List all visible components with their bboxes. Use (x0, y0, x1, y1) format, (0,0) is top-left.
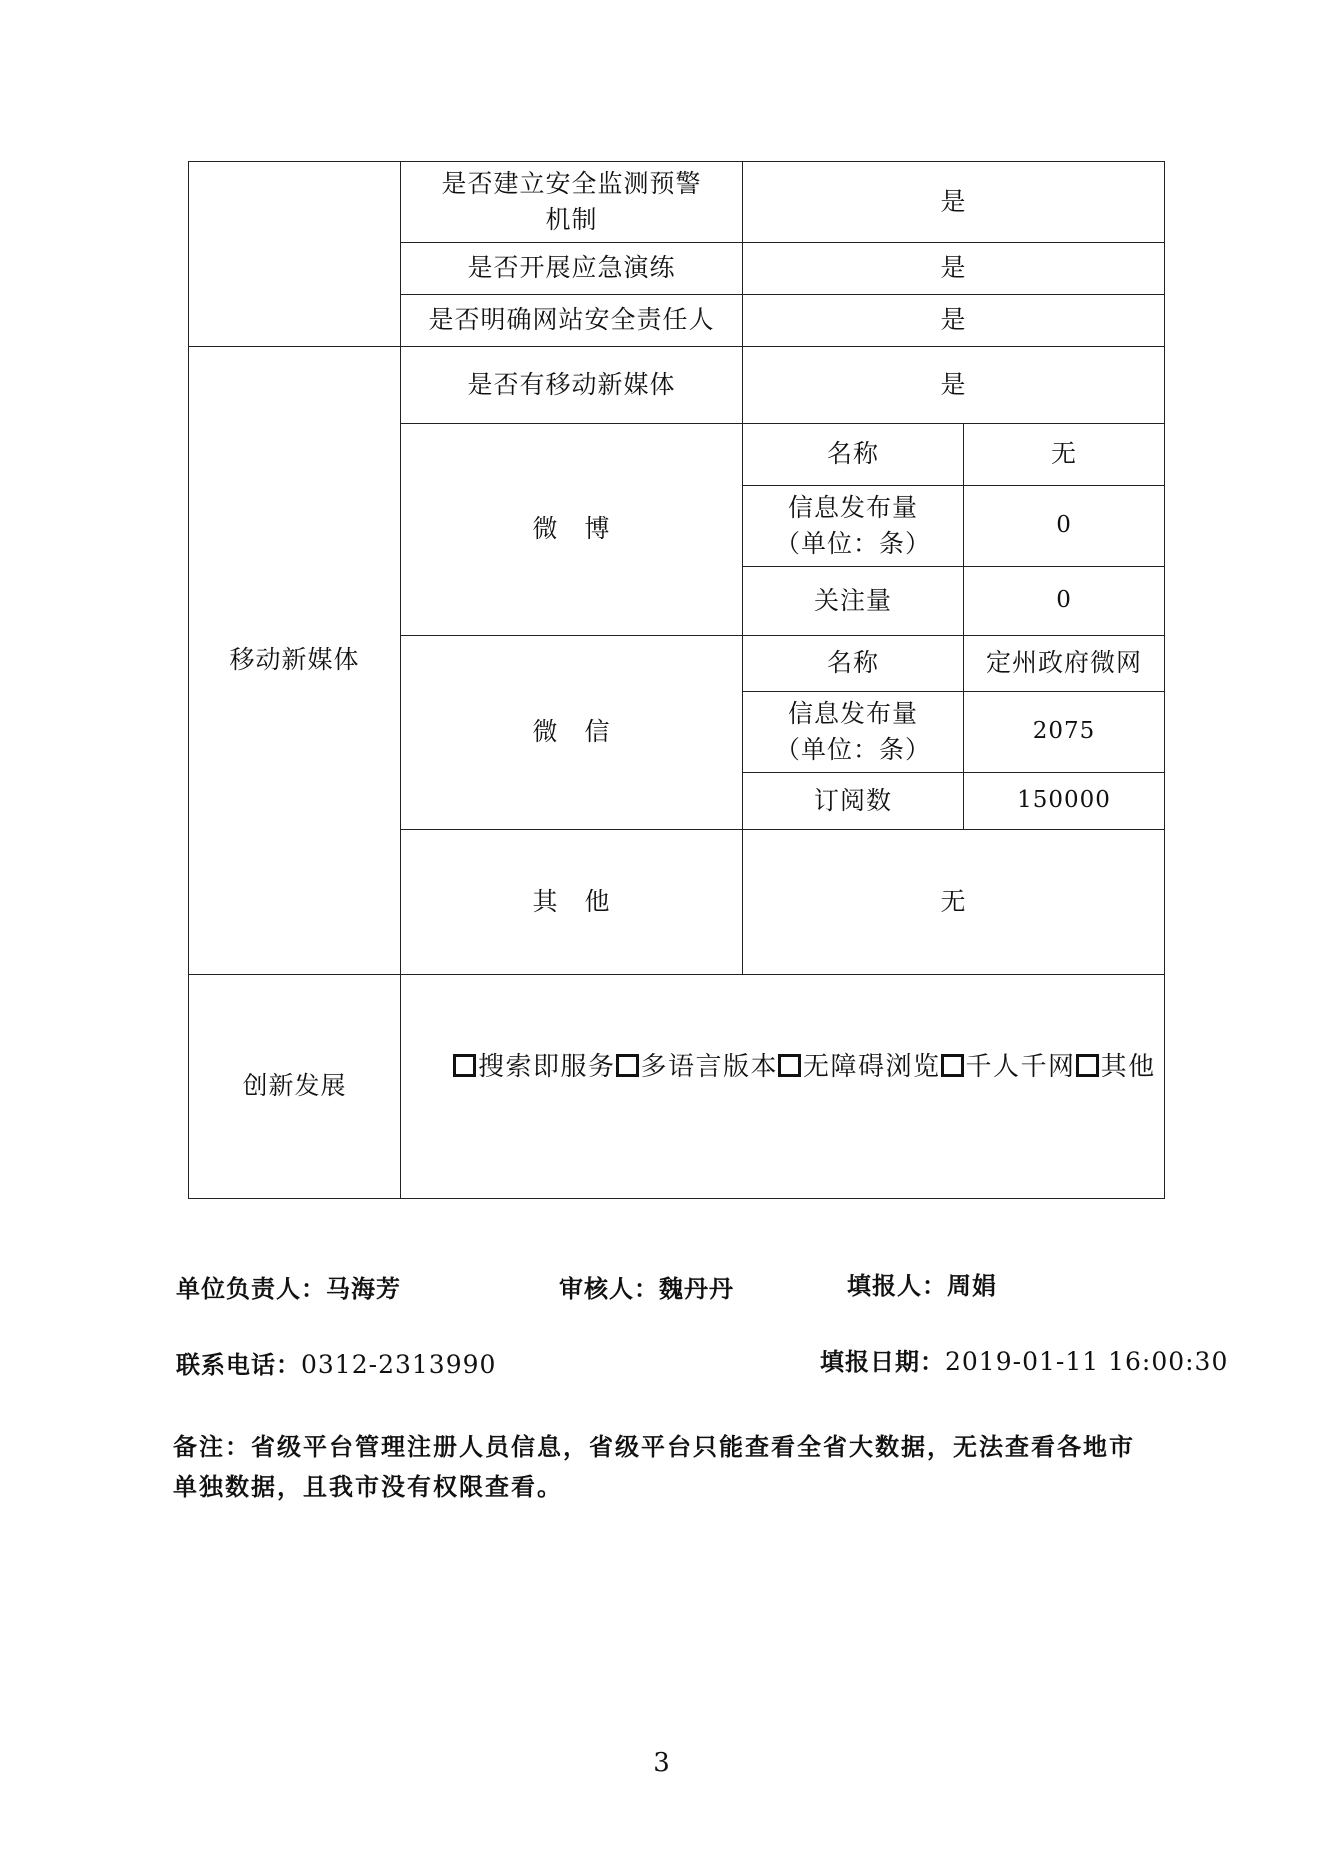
wechat-posts-value: 2075 (964, 692, 1165, 773)
weibo-name-value: 无 (964, 424, 1165, 486)
weibo-name-label: 名称 (743, 424, 964, 486)
wechat-subs-label: 订阅数 (743, 773, 964, 830)
wechat-subs-value: 150000 (964, 773, 1165, 830)
table-row (189, 347, 1165, 424)
wechat-name-label: 名称 (743, 636, 964, 692)
monitoring-warning-label: 是否建立安全监测预警 机制 (401, 162, 743, 243)
phone-value: 0312-2313990 (301, 1350, 497, 1379)
other-media-label: 其 他 (401, 830, 743, 975)
monitoring-warning-value: 是 (743, 162, 1165, 243)
checkbox-icon[interactable] (941, 1054, 964, 1077)
emergency-drill-value: 是 (743, 243, 1165, 295)
checkbox-icon[interactable] (616, 1054, 639, 1077)
checkbox-icon[interactable] (778, 1054, 801, 1077)
weibo-followers-value: 0 (964, 567, 1165, 636)
other-media-value: 无 (743, 830, 1165, 975)
filler-line (847, 1266, 997, 1301)
innovation-option-search[interactable]: 搜索即服务 (453, 1052, 616, 1082)
media-section-label: 移动新媒体 (189, 347, 401, 975)
wechat-label: 微 信 (401, 636, 743, 830)
weibo-followers-label: 关注量 (743, 567, 964, 636)
innovation-options (401, 975, 1165, 1199)
weibo-posts-label: 信息发布量 （单位：条） (743, 486, 964, 567)
remark-note: 备注：省级平台管理注册人员信息，省级平台只能查看全省大数据，无法查看各地市单独数据，且我市没有权限查看。 (173, 1433, 1135, 1501)
innovation-option-other[interactable]: 其他 (1076, 1052, 1156, 1082)
unit-head-label: 单位负责人： (176, 1275, 326, 1303)
fill-date-label: 填报日期： (820, 1348, 945, 1376)
wechat-name-value: 定州政府微网 (964, 636, 1165, 692)
filler-label: 填报人： (847, 1272, 947, 1300)
weibo-posts-value: 0 (964, 486, 1165, 567)
filler-value: 周娟 (947, 1272, 997, 1300)
report-table (188, 161, 1165, 1199)
weibo-label: 微 博 (401, 424, 743, 636)
wechat-posts-label: 信息发布量 （单位：条） (743, 692, 964, 773)
innovation-option-multilang[interactable]: 多语言版本 (616, 1052, 779, 1082)
phone-line (176, 1345, 496, 1380)
fill-date-value: 2019-01-11 16:00:30 (945, 1347, 1229, 1376)
reviewer-value: 魏丹丹 (659, 1275, 734, 1303)
security-responsible-label: 是否明确网站安全责任人 (401, 295, 743, 347)
fill-date-line (820, 1342, 1228, 1377)
checkbox-icon[interactable] (453, 1054, 476, 1077)
has-media-value: 是 (743, 347, 1165, 424)
phone-label: 联系电话： (176, 1351, 301, 1379)
security-section-cell (189, 162, 401, 347)
table-row (189, 975, 1165, 1199)
reviewer-line (559, 1269, 734, 1304)
reviewer-label: 审核人： (559, 1275, 659, 1303)
innovation-section-label: 创新发展 (189, 975, 401, 1199)
table-row (189, 162, 1165, 243)
emergency-drill-label: 是否开展应急演练 (401, 243, 743, 295)
security-responsible-value: 是 (743, 295, 1165, 347)
unit-head-line (176, 1269, 401, 1304)
unit-head-value: 马海芳 (326, 1275, 401, 1303)
innovation-option-personalized[interactable]: 千人千网 (941, 1052, 1076, 1082)
has-media-label: 是否有移动新媒体 (401, 347, 743, 424)
innovation-option-accessibility[interactable]: 无障碍浏览 (778, 1052, 941, 1082)
page-number: 3 (653, 1748, 670, 1778)
checkbox-icon[interactable] (1076, 1054, 1099, 1077)
